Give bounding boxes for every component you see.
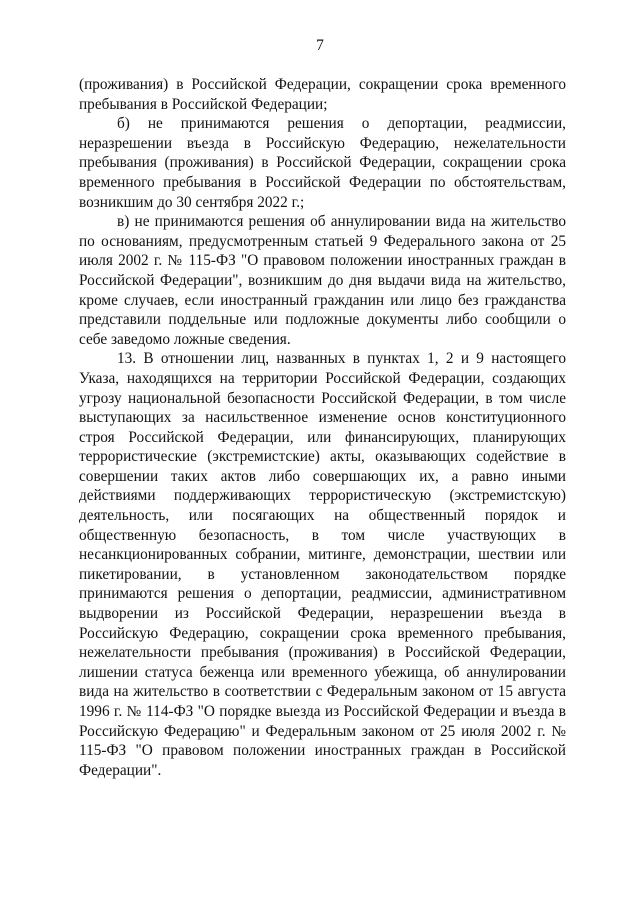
paragraph-clause-13: 13. В отношении лиц, названных в пунктах 1, 2 и 9 настоящего Указа, находящихся на территории Российской Федерации, создающих угрозу национальной безопасности Российской Федерации, в том числе выступающих за насильственное изменение основ конституционного строя Российской Федерации, или финансирующих, планирующих террористические (экстремистские) акты, оказывающих содействие в совершении таких актов либо совершающих их, а равно иными действиями поддерживающих террористическую (экстремистскую) деятельность, или посягающих на общественный порядок и общественную безопасность, в том числе участвующих в несанкционированных собрании, митинге, демонстрации, шествии или пикетировании, в установленном законодательством порядке принимаются решения о депортации, реадмиссии, административном выдворении из Российской Федерации, неразрешении въезда в Российскую Федерацию, сокращении срока временного пребывания, нежелательности пребывания (проживания) в Российской Федерации, лишении статуса беженца или временного убежища, об аннулировании вида на жительство в соответствии с Федеральным законом от 15 августа 1996 г. № 114-ФЗ "О порядке выезда из Российской Федерации и въезда в Российскую Федерацию" и Федеральным законом от 25 июля 2002 г. № 115-ФЗ "О правовом положении иностранных граждан в Российской Федерации". [79,350,566,779]
page-number: 7 [316,37,324,54]
paragraph-item-v: в) не принимаются решения об аннулировании вида на жительство по основаниям, предусмотренным статьей 9 Федерального закона от 25 июля 2002 г. № 115-ФЗ "О правовом положении иностранных граждан в Российской Федерации", возникшим до дня выдачи вида на жительство, кроме случаев, если иностранный гражданин или лицо без гражданства представили поддельные или подложные документы либо сообщили о себе заведомо ложные сведения. [79,213,566,348]
document-body [79,75,566,780]
paragraph-item-b: б) не принимаются решения о депортации, реадмиссии, неразрешении въезда в Российскую Федерацию, нежелательности пребывания (проживания) в Российской Федерации, сокращении срока временного пребывания в Российской Федерации по обстоятельствам, возникшим до 30 сентября 2022 г.; [79,115,566,211]
paragraph-continuation: (проживания) в Российской Федерации, сокращении срока временного пребывания в Российской Федерации; [79,76,566,113]
